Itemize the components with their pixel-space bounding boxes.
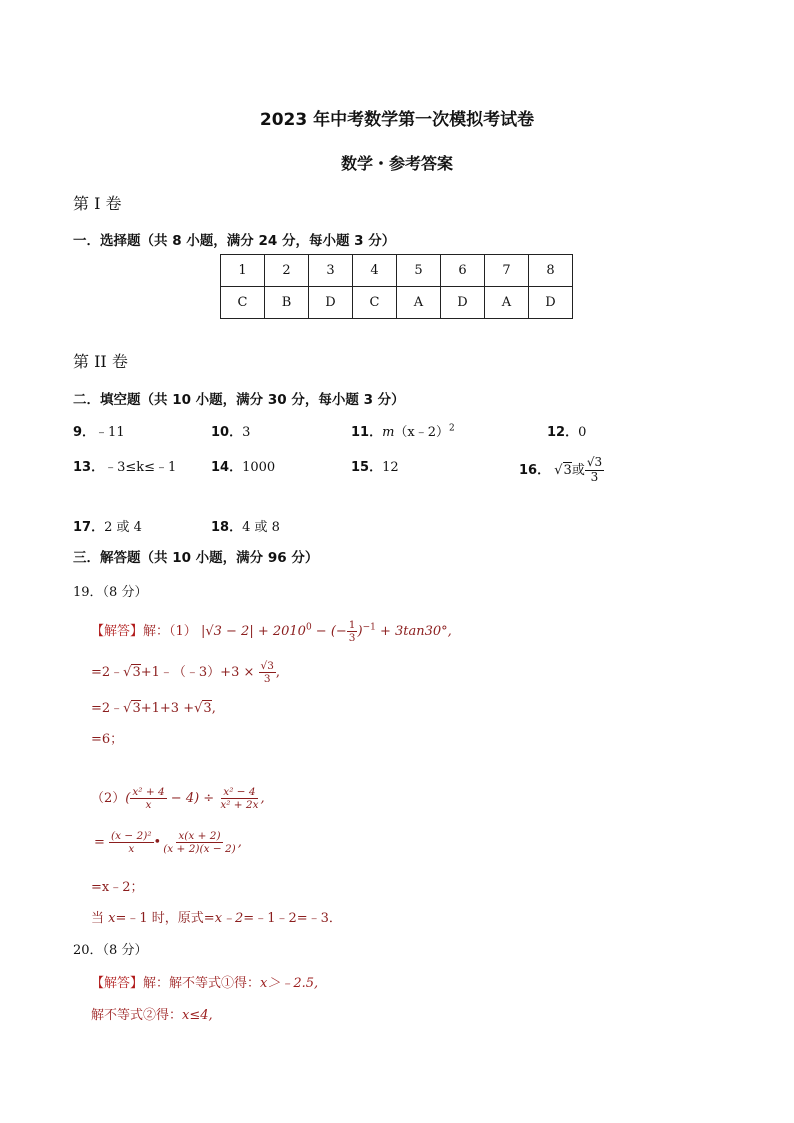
answer-table [220, 254, 573, 319]
part-label: （2） [91, 791, 126, 807]
question-number: 11． [351, 425, 383, 440]
sqrt-value: 3 [132, 665, 141, 681]
expr-var: x [108, 911, 116, 926]
fill-answer-14 [211, 456, 275, 475]
table-cell: D [441, 287, 485, 319]
question-number: 17． [73, 520, 105, 535]
expr-part: =2﹣ [91, 701, 124, 716]
expr-part: − (− [311, 624, 347, 640]
question-number: 14． [211, 460, 243, 475]
answer-value: 1000 [242, 460, 276, 475]
question-number: 9． [73, 425, 96, 440]
sqrt-value: 3 [132, 701, 141, 716]
table-cell: 7 [485, 255, 529, 287]
expr-part: x﹣2 [214, 911, 244, 926]
answer-var: m [382, 425, 395, 440]
answer-exponent: 2 [449, 423, 455, 434]
fill-answer-16: 16． √3或 $\frac{√3}{3}$ [519, 455, 603, 484]
question-number: 15． [351, 460, 383, 475]
table-cell: C [221, 287, 265, 319]
answer-value: 12 [382, 460, 399, 475]
expr-part: , [237, 835, 242, 851]
solve-section-title: 三．解答题（共 10 小题，满分 96 分） [73, 550, 319, 566]
question-number: 10． [211, 425, 243, 440]
expr-part: = [94, 835, 105, 851]
expr-part: • [153, 835, 162, 851]
q19-step3: =6； [91, 732, 124, 747]
fill-answer-10 [211, 421, 250, 440]
answer-jie: 解： [143, 624, 170, 640]
q20-line1 [91, 972, 318, 991]
part2-label: 第 II 卷 [73, 352, 128, 371]
expr-part: x＞﹣2.5, [260, 976, 319, 991]
fill-answer-17 [73, 516, 142, 535]
table-cell: 8 [529, 255, 573, 287]
exponent: 0 [305, 622, 312, 633]
expr-part: =2﹣ [91, 665, 124, 681]
expr-part: ) [357, 624, 363, 640]
fill-answer-18 [211, 516, 280, 535]
expr-part: 解不等式②得： [91, 1008, 183, 1023]
q19-step2: =2﹣√3+1+3 +√3, [91, 701, 216, 716]
expr-part: , [260, 791, 265, 807]
table-cell: 2 [265, 255, 309, 287]
question-number: 12． [547, 425, 579, 440]
table-cell: 1 [221, 255, 265, 287]
expr-part: +1﹣（﹣3）+3 × [140, 665, 255, 681]
page-subtitle: 数学・参考答案 [340, 154, 453, 173]
expression [200, 619, 452, 645]
q19-part2-step2: =x﹣2； [91, 880, 144, 895]
fraction-denominator: x [145, 799, 152, 812]
question-number: 13． [73, 460, 105, 475]
fraction-denominator: 3 [263, 673, 271, 686]
fraction-denominator: 3 [590, 469, 599, 484]
fill-answer-9 [73, 421, 125, 440]
table-row-answers [221, 287, 573, 319]
fraction-numerator: x² − 4 [223, 786, 256, 798]
fill-answer-13 [73, 456, 176, 475]
answer-value: ﹣11 [95, 425, 125, 440]
choice-section-title: 一．选择题（共 8 小题，满分 24 分，每小题 3 分） [73, 233, 396, 249]
table-cell: 4 [353, 255, 397, 287]
answer-value: 3 [242, 425, 251, 440]
expr-part: + 3tan30°, [375, 624, 452, 640]
expr-part: =﹣1 时，原式= [115, 911, 215, 926]
fraction-numerator: x² + 4 [132, 786, 165, 798]
fraction-denominator: (x + 2)(x − 2) [163, 843, 236, 856]
part1-label: 第 I 卷 [73, 194, 122, 213]
q20-heading: 20．（8 分） [73, 943, 148, 958]
fill-answer-11 [351, 421, 455, 440]
fill-section-title: 二．填空题（共 10 小题，满分 30 分，每小题 3 分） [73, 392, 405, 408]
fraction-denominator: x² + 2x [220, 799, 259, 812]
page-title: 2023 年中考数学第一次模拟考试卷 [259, 110, 535, 130]
expr-part: x≤4, [182, 1008, 213, 1023]
expr-part: − 4) ÷ [166, 791, 219, 807]
fraction-denominator: 3 [348, 632, 356, 645]
table-row-numbers [221, 255, 573, 287]
fraction-numerator: 1 [348, 619, 356, 631]
answer-value: （x﹣2） [394, 425, 450, 440]
table-cell: 6 [441, 255, 485, 287]
q19-part1-line [91, 619, 452, 644]
table-cell: 5 [397, 255, 441, 287]
exponent: −1 [362, 622, 376, 633]
part-label: （1） [169, 624, 197, 640]
question-number: 18． [211, 520, 243, 535]
q19-step1: =2﹣√3+1﹣（﹣3）+3 × $\frac{√3}{3}$ , [91, 660, 281, 686]
table-cell: 3 [309, 255, 353, 287]
table-cell: A [397, 287, 441, 319]
fill-answer-15 [351, 456, 399, 475]
fill-answer-12 [547, 421, 586, 440]
table-cell: A [485, 287, 529, 319]
expr-part: |√3 − 2| + 2010 [200, 624, 306, 640]
expr-part: =﹣1﹣2=﹣3． [243, 911, 342, 926]
answer-or: 或 [571, 462, 585, 478]
expr-part: 当 [91, 911, 109, 926]
fraction-denominator: x [128, 843, 135, 856]
expr-part: 解：解不等式①得： [143, 976, 261, 991]
expr-part: , [211, 701, 216, 716]
table-cell: D [529, 287, 573, 319]
q19-heading: 19．（8 分） [73, 585, 148, 600]
table-cell: C [353, 287, 397, 319]
sqrt-value: 3 [563, 462, 572, 478]
q19-part2-step1 [94, 830, 242, 855]
fraction-numerator: (x − 2)² [111, 830, 152, 842]
answer-tag: 【解答】 [91, 976, 144, 991]
answer-tag: 【解答】 [91, 624, 144, 640]
expr-part: +1+3 + [140, 701, 195, 716]
table-cell: D [309, 287, 353, 319]
answer-value: 2 或 4 [104, 520, 142, 535]
fraction-numerator: 3 [594, 455, 603, 469]
fraction-numerator: x(x + 2) [178, 830, 221, 842]
answer-value: ﹣3≤k≤﹣1 [104, 460, 177, 475]
q19-part2-step3 [91, 907, 342, 926]
answer-value: 0 [578, 425, 587, 440]
expr-part: , [275, 665, 281, 681]
fraction-numerator: √3 [260, 660, 274, 672]
sqrt-value: 3 [203, 701, 212, 716]
table-cell: B [265, 287, 309, 319]
answer-value: 4 或 8 [242, 520, 280, 535]
q19-part2-line [91, 786, 265, 811]
q20-line2 [91, 1004, 213, 1023]
expr-part: ( [125, 791, 131, 807]
question-number: 16． [519, 462, 551, 478]
